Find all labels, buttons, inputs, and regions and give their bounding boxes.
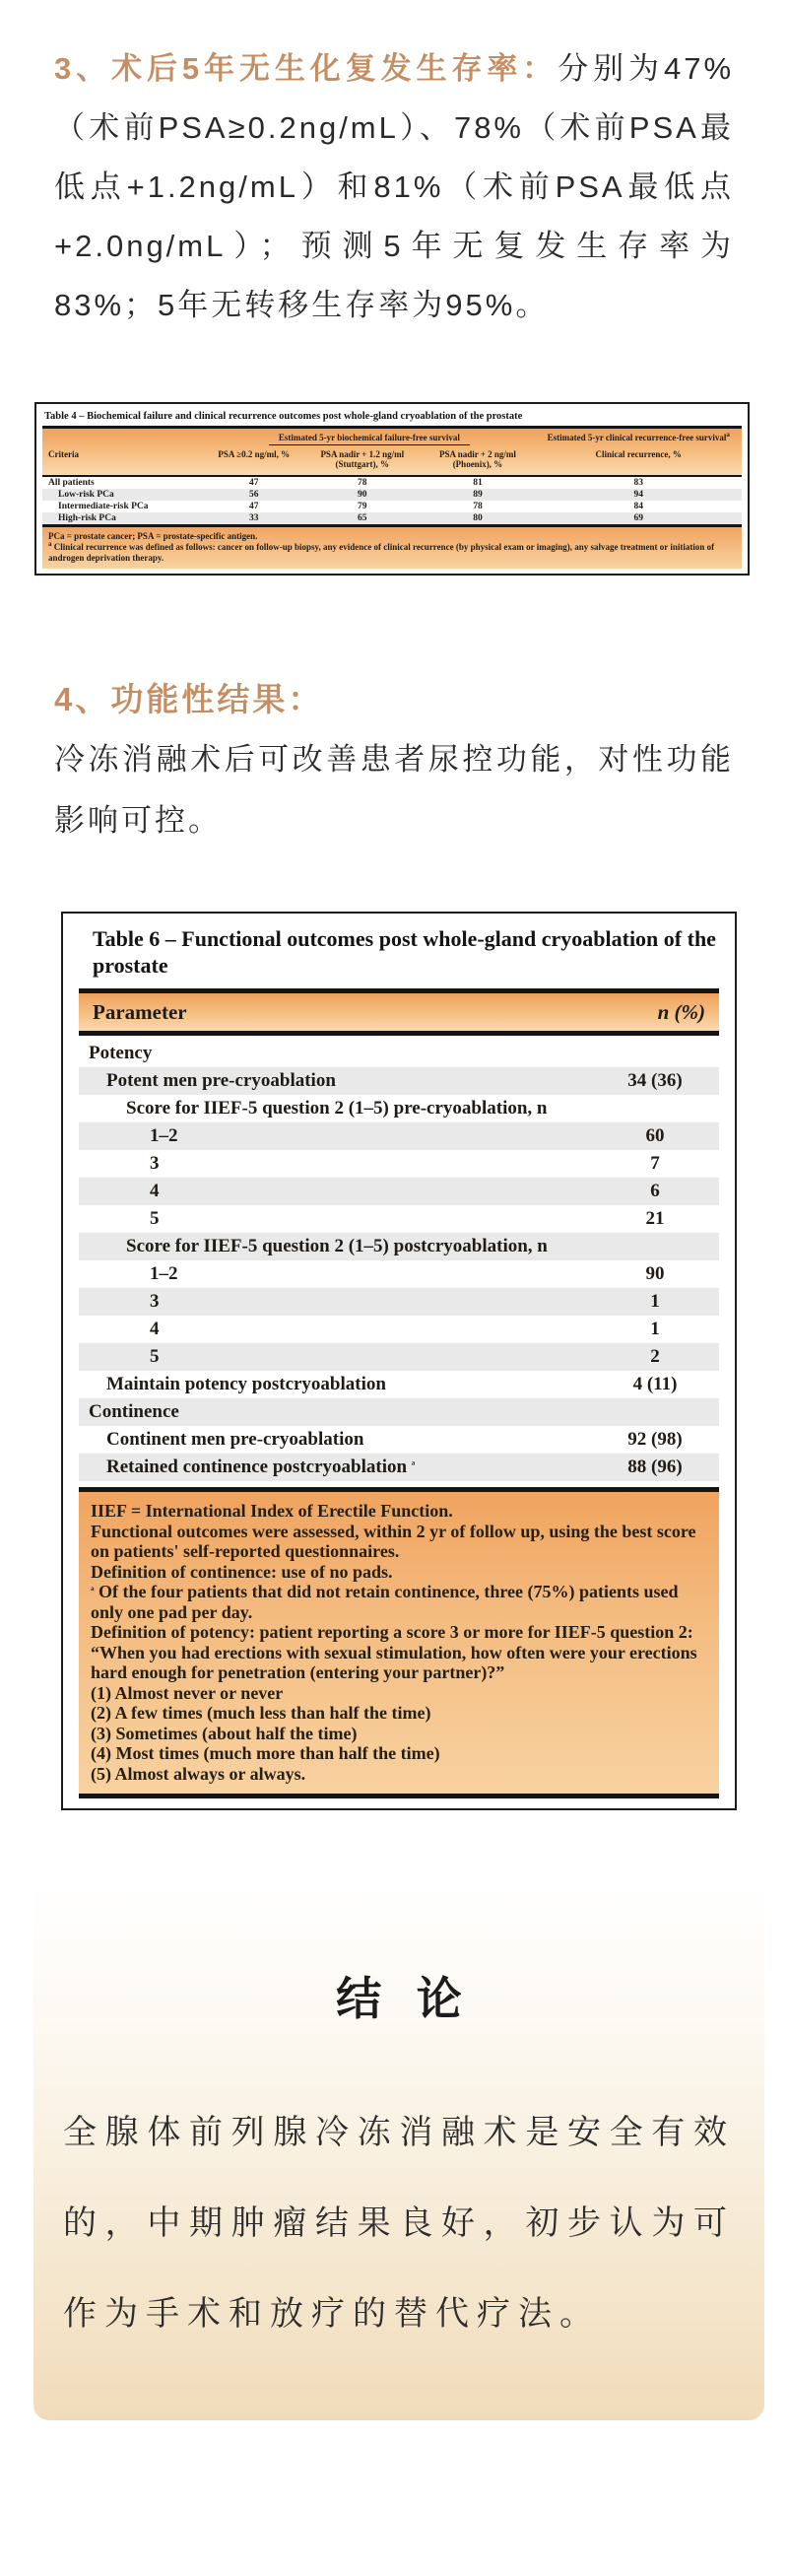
table4-col-clinical-recurrence: Clinical recurrence, % <box>595 448 682 459</box>
table6-col-n-percent: n (%) <box>657 999 705 1024</box>
row-value: 94 <box>633 490 643 500</box>
table-row <box>42 489 742 501</box>
row-label: 5 <box>150 1208 160 1229</box>
table-row <box>79 1067 719 1095</box>
conclusion-body: 全腺体前列腺冷冻消融术是安全有效的，中期肿瘤结果良好，初步认为可作为手术和放疗的替代疗法。 <box>63 2114 735 2333</box>
row-value: 60 <box>645 1125 665 1146</box>
table-row <box>79 1426 719 1454</box>
row-label-sup: a <box>411 1458 416 1467</box>
row-criteria: Low-risk PCa <box>58 490 114 500</box>
section3-heading: 3、术后5年无生化复发生存率： <box>54 51 558 86</box>
row-value: 65 <box>358 513 367 523</box>
row-value: 4 (11) <box>632 1374 678 1394</box>
row-label: 5 <box>150 1346 160 1367</box>
row-value: 89 <box>473 490 483 500</box>
table4-footnote-a <box>48 539 736 564</box>
section4-paragraph: 冷冻消融术后可改善患者尿控功能，对性功能影响可控。 <box>54 742 734 838</box>
table4-header-spacer <box>42 429 203 445</box>
table6-footnotes <box>79 1492 719 1794</box>
table4-header <box>42 429 742 475</box>
table4-col-phoenix: PSA nadir + 2 ng/ml (Phoenix), % <box>438 448 516 469</box>
table6-footnote-option-3: (3) Sometimes (about half the time) <box>91 1723 358 1743</box>
row-value: 33 <box>249 513 259 523</box>
table-row <box>79 1122 719 1150</box>
row-value: 90 <box>645 1263 665 1284</box>
table6-body <box>79 1036 719 1487</box>
row-value: 2 <box>650 1346 660 1367</box>
row-criteria: Intermediate-risk PCa <box>58 502 149 511</box>
table-row <box>79 1205 719 1233</box>
row-value: 6 <box>650 1181 660 1201</box>
section3-paragraph <box>54 39 734 335</box>
table6-header <box>79 993 719 1031</box>
conclusion-title: 结 论 <box>336 1974 474 2024</box>
table-row <box>79 1316 719 1343</box>
row-value: 79 <box>358 502 367 511</box>
table6-footnote-a <box>91 1582 707 1622</box>
row-label-text: Retained continence postcryoablation <box>106 1457 408 1477</box>
table4-title: Table 4 – Biochemical failure and clinical recurrence outcomes post whole-gland cryoablation of the prostate <box>44 411 523 422</box>
table-row <box>79 1398 719 1426</box>
row-value: 1 <box>650 1319 660 1339</box>
table4-figure <box>34 402 750 576</box>
table6-footnote-continence-def: Definition of continence: use of no pads. <box>91 1561 393 1582</box>
table6-footnote-assessed: Functional outcomes were assessed, within 2 yr of follow up, using the best score on patients' self-reported questionnaires. <box>91 1521 696 1561</box>
row-value: 56 <box>249 490 259 500</box>
row-value: 7 <box>650 1153 660 1174</box>
table6-footnote-option-1: (1) Almost never or never <box>91 1682 284 1703</box>
row-value: 47 <box>249 478 259 488</box>
row-criteria: High-risk PCa <box>58 513 116 523</box>
footnote-sup: a <box>91 1585 95 1593</box>
table-row <box>79 1343 719 1371</box>
row-label: 1–2 <box>150 1263 178 1284</box>
table4-group2-label: Estimated 5-yr clinical recurrence-free survival <box>547 432 727 442</box>
row-label: Continent men pre-cryoablation <box>106 1429 364 1450</box>
table4-footnote-abbrev: PCa = prostate cancer; PSA = prostate-specific antigen. <box>48 530 258 541</box>
row-label: 4 <box>150 1319 160 1339</box>
table-row <box>42 477 742 489</box>
table-row <box>79 1454 719 1481</box>
table-row <box>42 512 742 524</box>
row-label: Continence <box>89 1401 179 1422</box>
table6-col-parameter: Parameter <box>93 999 187 1024</box>
table4-footnotes <box>42 527 742 569</box>
table6-title: Table 6 – Functional outcomes post whole-gland cryoablation of the prostate <box>93 926 716 978</box>
table-row <box>79 1095 719 1122</box>
table-row <box>79 1150 719 1178</box>
row-criteria: All patients <box>48 478 95 488</box>
row-label: 3 <box>150 1153 160 1174</box>
table-row <box>42 501 742 512</box>
table4-col-criteria: Criteria <box>48 448 79 459</box>
row-value: 83 <box>633 478 643 488</box>
row-value: 78 <box>358 478 367 488</box>
footnote-sup: a <box>48 539 52 548</box>
table4-footnote-a-text: Clinical recurrence was defined as follows: cancer on follow-up biopsy, any evidence of clinical recurrence (by physical exam or imaging), any salvage treatment or initiation of androgen deprivation therapy. <box>48 541 715 563</box>
table-row <box>79 1040 719 1067</box>
row-label: 1–2 <box>150 1125 178 1146</box>
table6-footnote-potency-def: Definition of potency: patient reporting a score 3 or more for IIEF-5 question 2: “When you had erections with sexual stimulation, how often were your erections hard enough for penetration (entering your partner)?” <box>91 1622 697 1682</box>
row-value: 84 <box>633 502 643 511</box>
table6-footnote-option-5: (5) Almost always or always. <box>91 1763 306 1784</box>
table6-footnote-a-text: Of the four patients that did not retain continence, three (75%) patients used only one pad per day. <box>91 1582 679 1622</box>
row-value: 21 <box>645 1208 665 1229</box>
row-label <box>79 1454 415 1481</box>
table4-group-header-clinical <box>536 429 742 445</box>
table-row <box>79 1233 719 1260</box>
row-label: Score for IIEF-5 question 2 (1–5) postcryoablation, n <box>126 1236 548 1256</box>
row-label: 3 <box>150 1291 160 1312</box>
row-label: Score for IIEF-5 question 2 (1–5) pre-cryoablation, n <box>126 1098 548 1119</box>
table6-bottom-rule <box>79 1794 719 1798</box>
row-label: Potency <box>89 1043 153 1063</box>
row-label: Maintain potency postcryoablation <box>106 1374 386 1394</box>
row-value: 81 <box>473 478 483 488</box>
conclusion-card <box>33 1878 764 2420</box>
table6-footnote-option-4: (4) Most times (much more than half the time) <box>91 1743 440 1763</box>
table4-group1-label: Estimated 5-yr biochemical failure-free survival <box>269 433 470 445</box>
table-row <box>79 1260 719 1288</box>
table-row <box>79 1288 719 1316</box>
section4-heading: 4、功能性结果： <box>54 681 324 717</box>
row-label: 4 <box>150 1181 160 1201</box>
row-value: 80 <box>473 513 483 523</box>
row-value: 92 (98) <box>627 1429 683 1450</box>
table4-group2-sup: a <box>726 430 730 439</box>
table6-footnote-iief: IIEF = International Index of Erectile Function. <box>91 1501 453 1521</box>
table-row <box>79 1371 719 1398</box>
row-value: 47 <box>249 502 259 511</box>
table6-figure <box>61 912 737 1810</box>
table6-footnote-option-2: (2) A few times (much less than half the time) <box>91 1703 431 1723</box>
row-value: 90 <box>358 490 367 500</box>
row-value: 34 (36) <box>627 1070 683 1091</box>
table4-col-psa02: PSA ≥0.2 ng/ml, % <box>218 448 291 459</box>
row-value: 78 <box>473 502 483 511</box>
row-value: 88 (96) <box>627 1457 683 1477</box>
table4-col-stuttgart: PSA nadir + 1.2 ng/ml (Stuttgart), % <box>320 448 405 469</box>
row-label: Potent men pre-cryoablation <box>106 1070 336 1091</box>
table-row <box>79 1178 719 1205</box>
table4-group-header-biochemical <box>203 429 535 445</box>
table4-body <box>42 477 742 524</box>
row-value: 1 <box>650 1291 660 1312</box>
row-value: 69 <box>633 513 643 523</box>
section3-body-text: 分别为47%（术前PSA≥0.2ng/mL）、78%（术前PSA最低点+1.2ng/mL）和81%（术前PSA最低点+2.0ng/mL）；预测5年无复发生存率为83%；5年无转移生存率为95%。 <box>54 51 735 322</box>
